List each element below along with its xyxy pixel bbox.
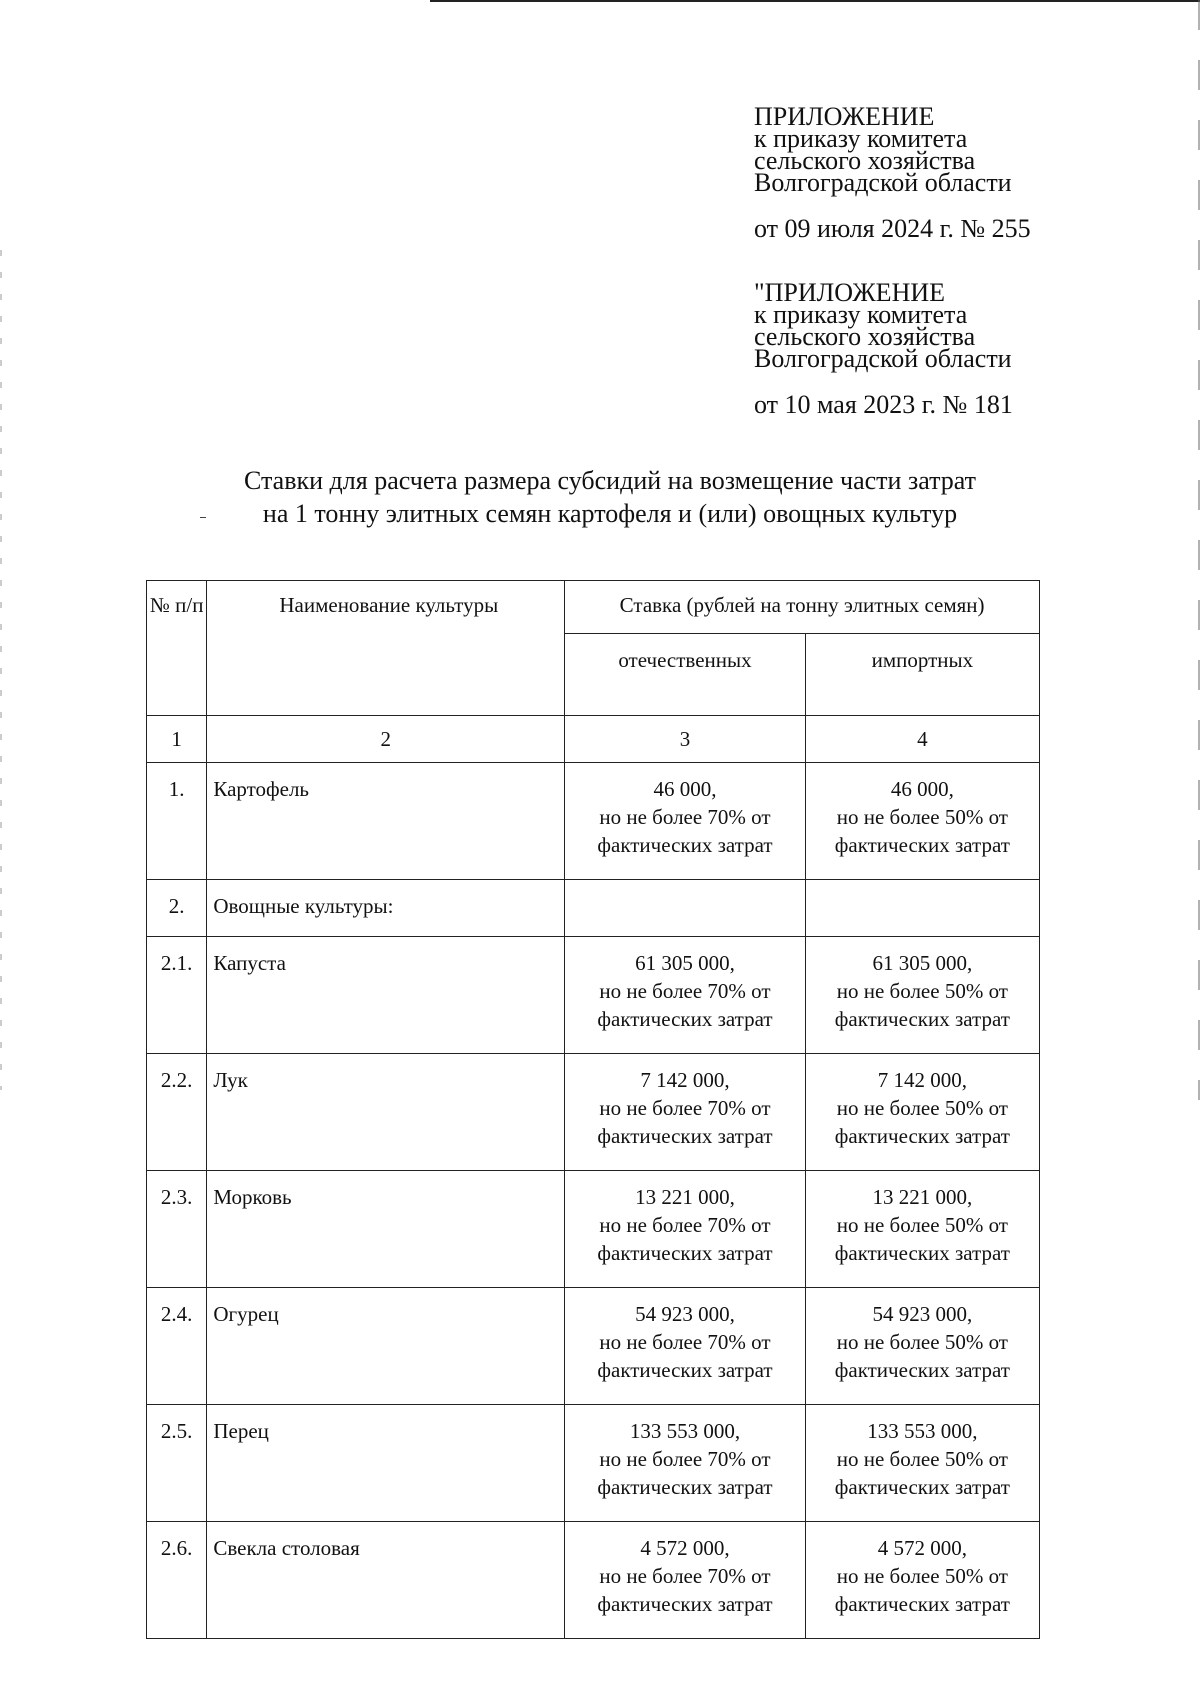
column-number: 4 (805, 716, 1039, 763)
rate-domestic (565, 1522, 806, 1639)
column-number: 3 (565, 716, 806, 763)
approval-line: к приказу комитета (754, 300, 968, 329)
rate-line: но не более 70% от (599, 1213, 771, 1237)
rate-line: 133 553 000, (867, 1419, 978, 1443)
table-row (147, 1054, 1040, 1171)
rates-table (146, 580, 1040, 1639)
rate-line: 46 000, (653, 777, 717, 801)
approval-line: сельского хозяйства (754, 322, 976, 351)
rate-line: фактических затрат (834, 1592, 1010, 1616)
scan-edge-left (0, 250, 2, 1090)
rate-line: фактических затрат (834, 1241, 1010, 1265)
rate-domestic (565, 880, 806, 937)
rate-domestic (565, 1054, 806, 1171)
rate-line: но не более 70% от (599, 1564, 771, 1588)
approval-line: Волгоградской области (754, 344, 1012, 373)
crop-name: Капуста (207, 937, 565, 1054)
rate-line: 4 572 000, (640, 1536, 730, 1560)
row-number: 2.5. (147, 1405, 207, 1522)
rate-line: но не более 70% от (599, 979, 771, 1003)
crop-name: Картофель (207, 763, 565, 880)
rate-imported (805, 937, 1039, 1054)
approval-line: ПРИЛОЖЕНИЕ (754, 102, 935, 131)
crop-name: Перец (207, 1405, 565, 1522)
title-line-1: Ставки для расчета размера субсидий на возмещение части затрат (243, 466, 977, 495)
rate-line: фактических затрат (834, 1358, 1010, 1382)
header-rate: Ставка (рублей на тонну элитных семян) (565, 581, 1040, 634)
row-number: 1. (147, 763, 207, 880)
rate-line: 133 553 000, (629, 1419, 741, 1443)
rate-line: фактических затрат (597, 1241, 773, 1265)
table-row (147, 1288, 1040, 1405)
approval-line: сельского хозяйства (754, 146, 976, 175)
rate-line: 7 142 000, (640, 1068, 730, 1092)
row-number: 2. (147, 880, 207, 937)
rate-line: но не более 70% от (599, 1330, 771, 1354)
approval-block-original (754, 278, 1013, 419)
rate-line: фактических затрат (597, 833, 773, 857)
rate-line: 13 221 000, (635, 1185, 735, 1209)
crop-name: Свекла столовая (207, 1522, 565, 1639)
rate-line: но не более 50% от (836, 979, 1008, 1003)
rate-domestic (565, 1171, 806, 1288)
header-num: № п/п (147, 581, 207, 716)
row-number: 2.2. (147, 1054, 207, 1171)
rate-line: фактических затрат (834, 1475, 1010, 1499)
rate-line: 4 572 000, (877, 1536, 967, 1560)
rate-line: но не более 70% от (599, 1096, 771, 1120)
rate-imported (805, 880, 1039, 937)
approval-line: к приказу комитета (754, 124, 968, 153)
approval-date: от 10 мая 2023 г. № 181 (754, 390, 1013, 419)
rate-imported (805, 1522, 1039, 1639)
table-row (147, 937, 1040, 1054)
document-title (150, 464, 1070, 530)
row-number: 2.1. (147, 937, 207, 1054)
column-number: 2 (207, 716, 565, 763)
rate-line: но не более 70% от (599, 805, 771, 829)
table-row (147, 1405, 1040, 1522)
rate-imported (805, 1054, 1039, 1171)
title-line-2: на 1 тонну элитных семян картофеля и (или) овощных культур (262, 499, 958, 528)
rate-line: но не более 50% от (836, 1564, 1008, 1588)
rate-line: фактических затрат (834, 1124, 1010, 1148)
rate-imported (805, 1288, 1039, 1405)
approval-date: от 09 июля 2024 г. № 255 (754, 214, 1031, 243)
rate-line: 61 305 000, (635, 951, 735, 975)
rate-line: 54 923 000, (872, 1302, 973, 1326)
rate-domestic (565, 763, 806, 880)
rate-line: но не более 70% от (599, 1447, 771, 1471)
rate-line: фактических затрат (597, 1007, 773, 1031)
column-number: 1 (147, 716, 207, 763)
row-number: 2.4. (147, 1288, 207, 1405)
row-number: 2.6. (147, 1522, 207, 1639)
rate-line: но не более 50% от (836, 1447, 1008, 1471)
rate-imported (805, 1405, 1039, 1522)
table-row (147, 763, 1040, 880)
rate-line: но не более 50% от (836, 1330, 1008, 1354)
crop-name: Лук (207, 1054, 565, 1171)
rate-line: но не более 50% от (836, 1213, 1008, 1237)
approval-block-current (754, 102, 1031, 243)
rate-domestic (565, 1405, 806, 1522)
crop-name: Огурец (207, 1288, 565, 1405)
scan-mark (200, 517, 206, 518)
header-name: Наименование культуры (207, 581, 565, 716)
column-numbers-row (147, 716, 1040, 763)
rate-line: фактических затрат (597, 1124, 773, 1148)
rate-line: фактических затрат (834, 1007, 1010, 1031)
rate-domestic (565, 937, 806, 1054)
crop-name: Морковь (207, 1171, 565, 1288)
header-domestic: отечественных (565, 633, 806, 715)
table-header-row (147, 581, 1040, 634)
rate-imported (805, 763, 1039, 880)
rate-line: фактических затрат (597, 1358, 773, 1382)
rate-line: 7 142 000, (877, 1068, 967, 1092)
approval-line: "ПРИЛОЖЕНИЕ (754, 278, 946, 307)
crop-name: Овощные культуры: (207, 880, 565, 937)
table-row (147, 880, 1040, 937)
rate-line: фактических затрат (597, 1475, 773, 1499)
scan-edge-top (430, 0, 1200, 2)
table-row (147, 1522, 1040, 1639)
rate-line: фактических затрат (834, 833, 1010, 857)
rate-line: но не более 50% от (836, 805, 1008, 829)
row-number: 2.3. (147, 1171, 207, 1288)
rate-line: фактических затрат (597, 1592, 773, 1616)
rate-domestic (565, 1288, 806, 1405)
approval-line: Волгоградской области (754, 168, 1012, 197)
rate-imported (805, 1171, 1039, 1288)
header-imported: импортных (805, 633, 1039, 715)
table-row (147, 1171, 1040, 1288)
rate-line: 13 221 000, (872, 1185, 973, 1209)
rate-line: но не более 50% от (836, 1096, 1008, 1120)
rate-line: 54 923 000, (635, 1302, 735, 1326)
rate-line: 61 305 000, (872, 951, 973, 975)
rate-line: 46 000, (890, 777, 954, 801)
